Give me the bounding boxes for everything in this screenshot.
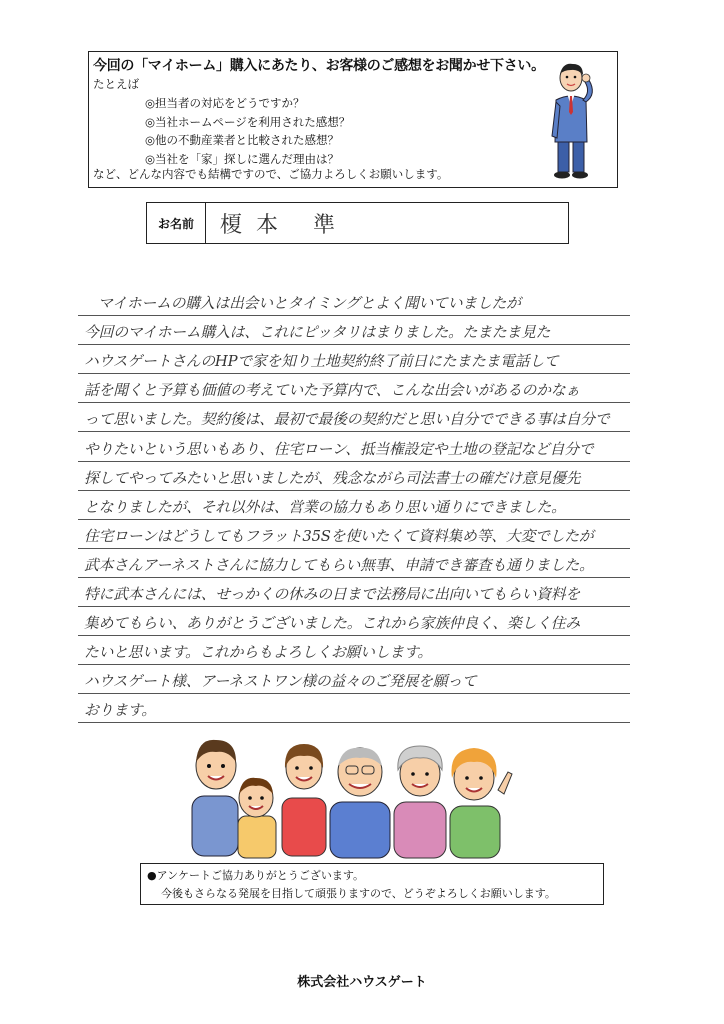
comment-line: [78, 374, 630, 403]
comment-line: [78, 432, 630, 461]
name-label: お名前: [147, 203, 206, 243]
thanks-box: [140, 863, 604, 905]
family-illustration: [186, 728, 516, 864]
comment-text: 特に武本さんには、せっかくの休みの日まで法務局に出向いてもらい資料を: [84, 586, 581, 604]
comment-text: 集めてもらい、ありがとうございました。これから家族仲良く、楽しく住み: [84, 615, 581, 633]
survey-note: など、どんな内容でも結構ですので、ご協力よろしくお願いします。: [93, 167, 449, 181]
comment-text: となりましたが、それ以外は、営業の協力もあり思い通りにできました。: [84, 498, 566, 516]
comment-line: [78, 636, 630, 665]
thanks-line-1: ●アンケートご協力ありがとうございます。: [147, 869, 365, 882]
comment-text: たいと思います。これからもよろしくお願いします。: [84, 644, 432, 662]
comment-line: [78, 694, 630, 723]
comment-line: [78, 287, 630, 316]
example-label: たとえば: [93, 77, 139, 91]
company-name: 株式会社ハウスゲート: [297, 975, 427, 990]
comment-line: [78, 665, 630, 694]
comment-text: 探してやってみたいと思いましたが、残念ながら司法書士の確だけ意見優先: [84, 469, 581, 487]
comment-text: 住宅ローンはどうしてもフラット35Sを使いたくて資料集め等、大変でしたが: [84, 527, 594, 545]
comment-text: ハウスゲート様、アーネストワン様の益々のご発展を願って: [84, 673, 477, 691]
name-value: 榎本 準: [220, 212, 349, 238]
comment-line: [78, 491, 630, 520]
question-item: ◎担当者の対応をどうですか？: [145, 96, 305, 110]
survey-question-box: [88, 51, 618, 188]
comment-line: [78, 520, 630, 549]
comment-area: [78, 287, 630, 723]
comment-line: [78, 578, 630, 607]
comment-line: [78, 345, 630, 374]
survey-title: 今回の「マイホーム」購入にあたり、お客様のご感想をお聞かせ下さい。: [93, 58, 545, 74]
thanks-line-2: 今後もさらなる発展を目指して頑張りますので、どうぞよろしくお願いします。: [161, 887, 556, 900]
comment-text: ハウスゲートさんのHPで家を知り土地契約終了前日にたまたま電話して: [84, 353, 559, 371]
comment-text: おります。: [84, 702, 156, 720]
businessman-illustration: [547, 60, 599, 182]
question-item: ◎他の不動産業者と比較された感想？: [145, 133, 340, 148]
comment-line: [78, 607, 630, 636]
comment-line: [78, 549, 630, 578]
comment-text: 武本さんアーネストさんに協力してもらい無事、申請でき審査も通りました。: [84, 556, 594, 574]
comment-text: 今回のマイホーム購入は、これにピッタリはまりました。たまたま見た: [84, 324, 551, 342]
comment-line: [78, 462, 630, 491]
comment-text: マイホームの購入は出会いとタイミングとよく聞いていましたが: [98, 295, 521, 313]
question-item: ◎当社ホームページを利用された感想？: [145, 114, 351, 129]
question-item: ◎当社を「家」探しに選んだ理由は？: [145, 151, 340, 166]
comment-text: って思いました。契約後は、最初で最後の契約だと思い自分でできる事は自分で: [84, 411, 610, 429]
comment-text: 話を聞くと予算も価値の考えていた予算内で、こんな出会いがあるのかなぁ: [84, 382, 581, 400]
question-list: [145, 94, 350, 168]
comment-line: [78, 403, 630, 432]
comment-text: やりたいという思いもあり、住宅ローン、抵当権設定や土地の登記など自分で: [84, 440, 594, 458]
name-field: [146, 202, 569, 244]
comment-line: [78, 316, 630, 345]
